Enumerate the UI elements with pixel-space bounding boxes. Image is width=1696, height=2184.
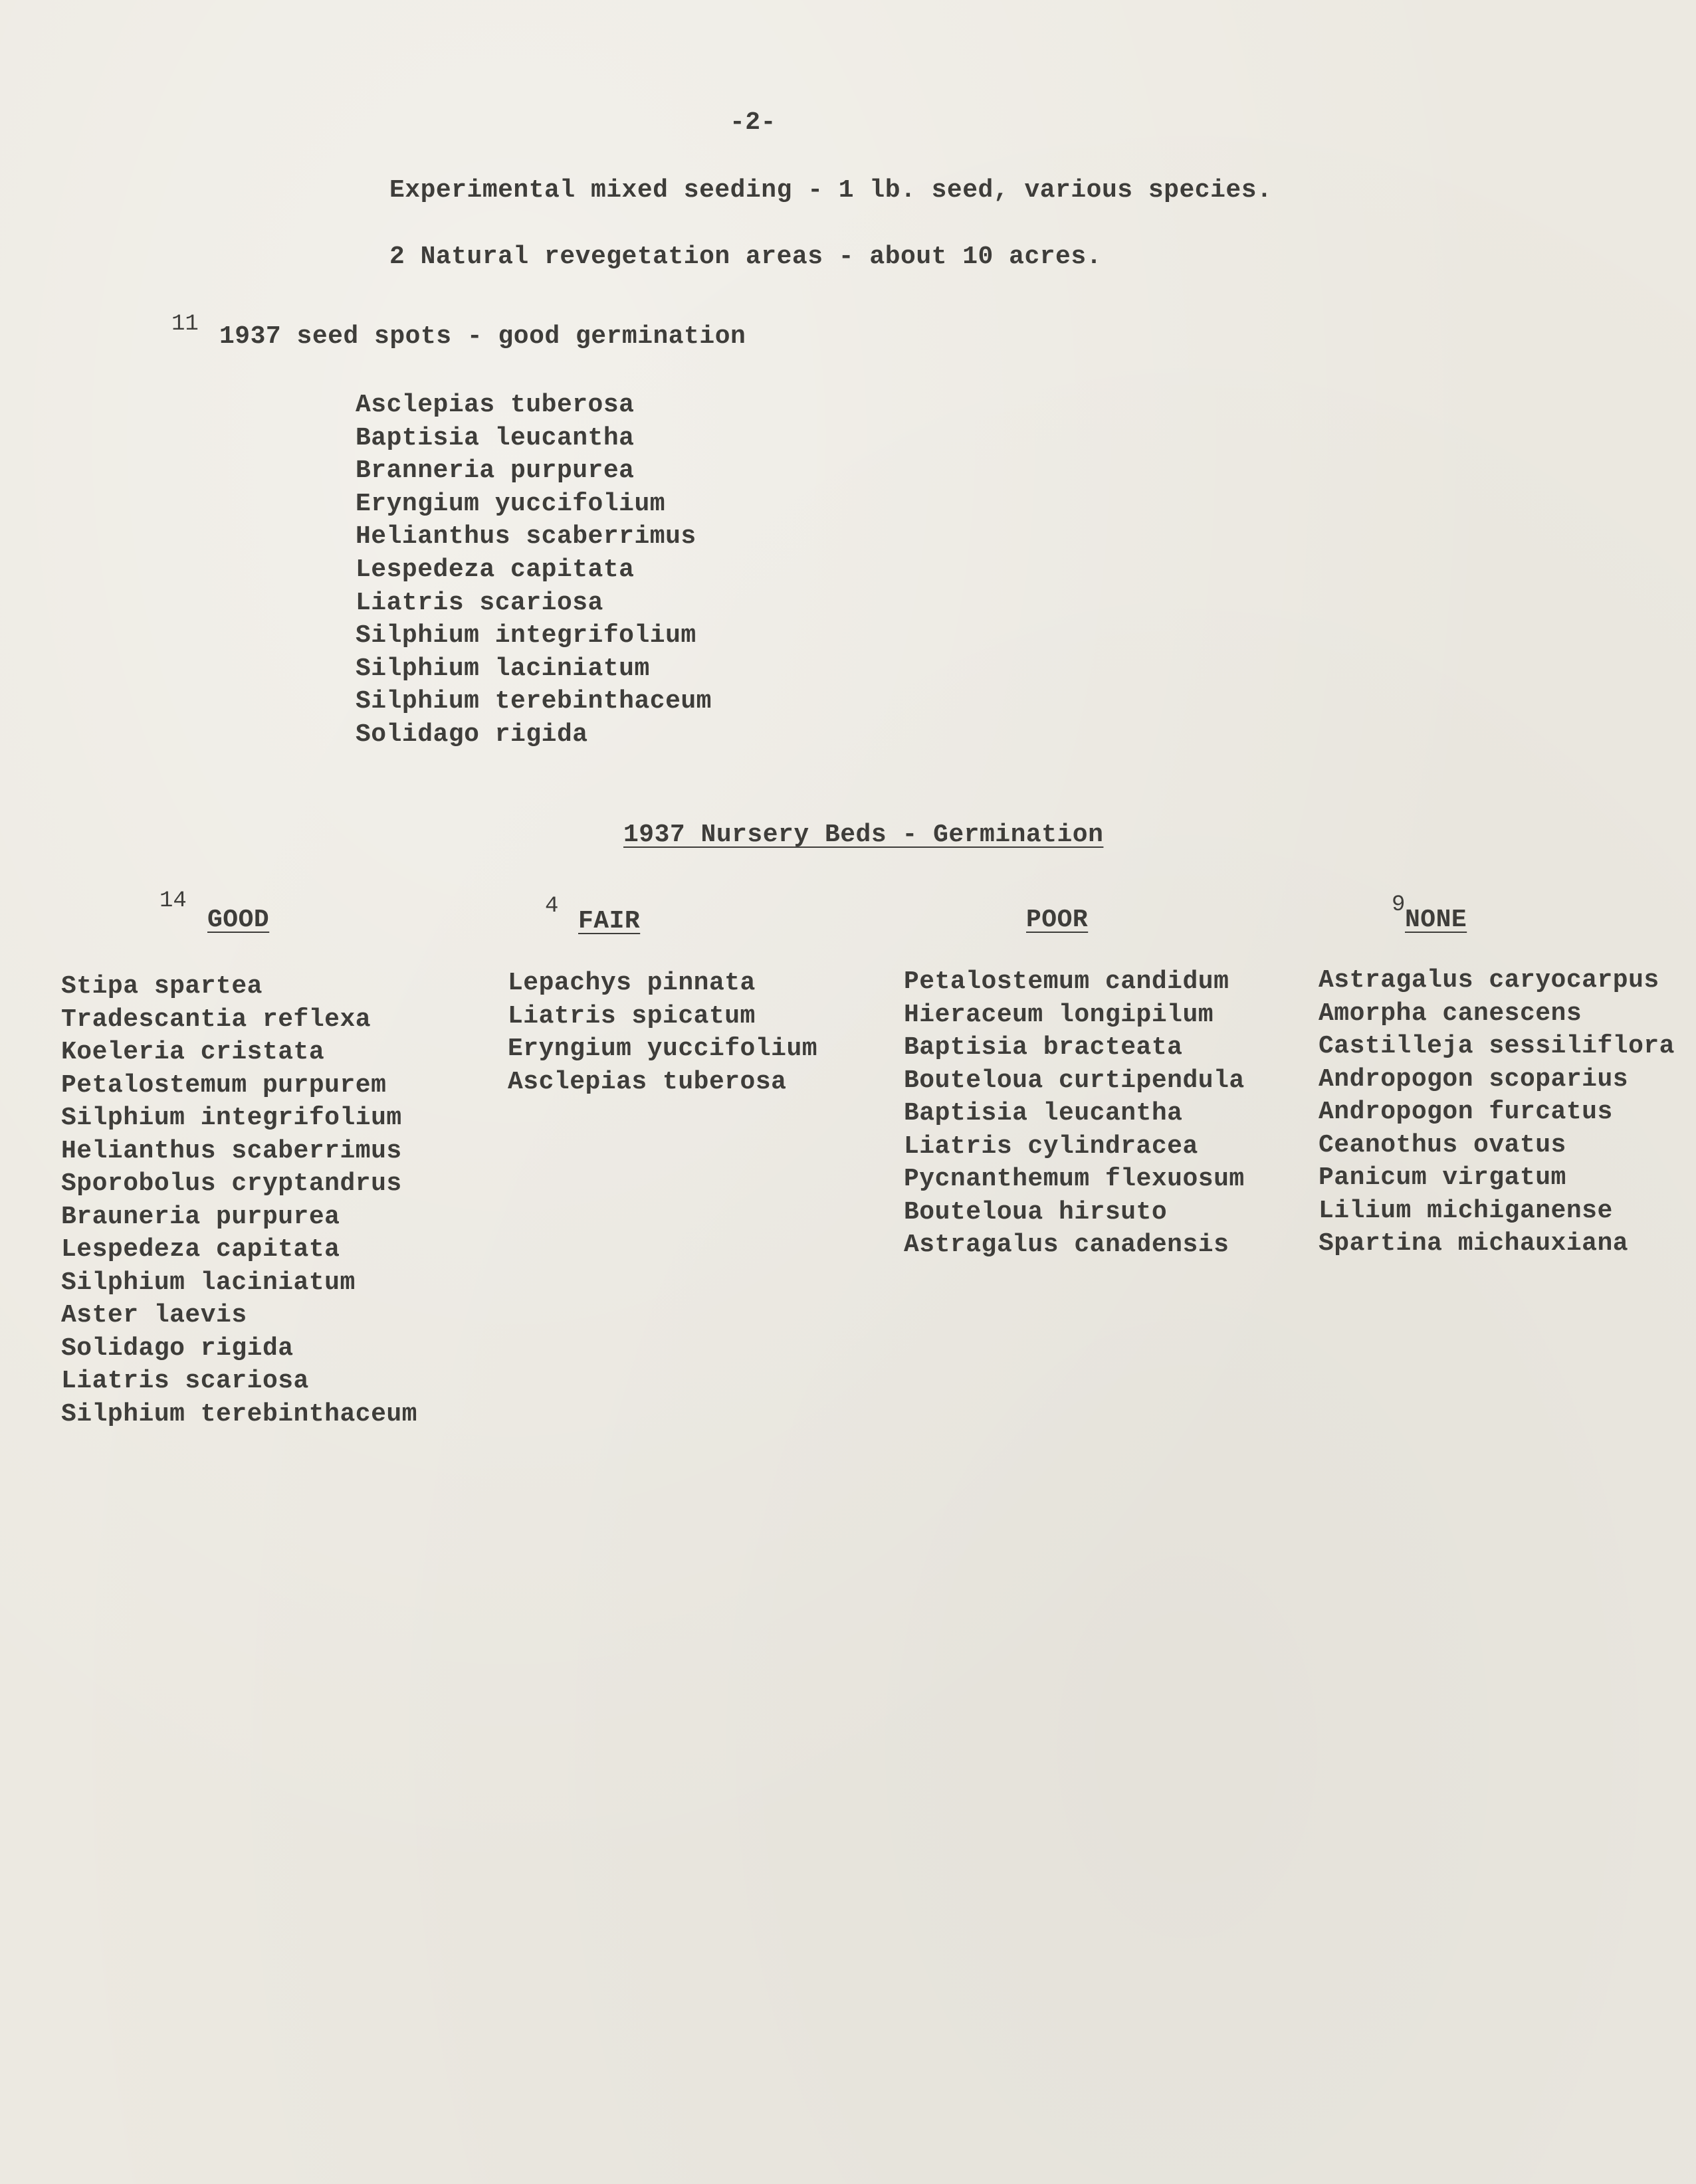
list-item: Solidago rigida — [356, 720, 588, 749]
poor-heading: POOR — [1026, 906, 1089, 934]
list-item: Astragalus canadensis — [904, 1231, 1229, 1259]
list-item: Silphium terebinthaceum — [61, 1399, 417, 1429]
fair-count: 4 — [545, 894, 559, 919]
list-item: Spartina michauxiana — [1319, 1229, 1629, 1258]
list-item: Brauneria purpurea — [61, 1202, 340, 1231]
seed-spots-count: 11 — [171, 312, 199, 337]
list-item: Ceanothus ovatus — [1319, 1130, 1566, 1159]
list-item: Stipa spartea — [61, 972, 263, 1001]
list-item: Panicum virgatum — [1319, 1163, 1566, 1192]
seed-spots-species-list — [356, 389, 712, 751]
intro-line-natural-revegetation: 2 Natural revegetation areas - about 10 acres. — [389, 243, 1102, 271]
list-item: Helianthus scaberrimus — [61, 1136, 402, 1165]
page-number: -2- — [730, 108, 776, 137]
list-item: Branneria purpurea — [356, 456, 635, 486]
list-item: Lilium michiganense — [1319, 1196, 1613, 1225]
poor-species-list — [904, 965, 1245, 1262]
list-item: Petalostemum purpurem — [61, 1070, 387, 1100]
list-item: Silphium terebinthaceum — [356, 687, 712, 716]
list-item: Sporobolus cryptandrus — [61, 1169, 402, 1198]
none-heading: NONE — [1405, 906, 1467, 934]
list-item: Silphium laciniatum — [356, 654, 650, 683]
list-item: Asclepias tuberosa — [356, 391, 635, 419]
list-item: Liatris scariosa — [61, 1367, 309, 1395]
intro-line-mixed-seeding: Experimental mixed seeding - 1 lb. seed, various species. — [389, 176, 1273, 205]
list-item: Eryngium yuccifolium — [508, 1035, 818, 1063]
list-item: Petalostemum candidum — [904, 967, 1229, 996]
list-item: Hieraceum longipilum — [904, 1000, 1214, 1029]
fair-species-list — [508, 967, 817, 1098]
list-item: Baptisia bracteata — [904, 1033, 1183, 1062]
list-item: Pycnanthemum flexuosum — [904, 1165, 1245, 1193]
list-item: Castilleja sessiliflora — [1319, 1032, 1675, 1060]
none-count: 9 — [1392, 892, 1406, 918]
list-item: Tradescantia reflexa — [61, 1005, 371, 1034]
list-item: Baptisia leucantha — [356, 423, 635, 452]
fair-heading: FAIR — [578, 907, 641, 936]
none-species-list — [1319, 964, 1675, 1260]
list-item: Liatris cylindracea — [904, 1132, 1198, 1161]
list-item: Koeleria cristata — [61, 1038, 325, 1066]
list-item: Amorpha canescens — [1319, 999, 1582, 1028]
list-item: Silphium integrifolium — [356, 621, 696, 650]
list-item: Baptisia leucantha — [904, 1099, 1183, 1128]
list-item: Liatris scariosa — [356, 588, 603, 617]
list-item: Eryngium yuccifolium — [356, 489, 666, 518]
list-item: Lepachys pinnata — [508, 969, 756, 997]
list-item: Aster laevis — [61, 1301, 247, 1330]
list-item: Astragalus caryocarpus — [1319, 966, 1659, 995]
seed-spots-heading: 1937 seed spots - good germination — [219, 322, 746, 351]
good-species-list — [61, 970, 417, 1431]
list-item: Bouteloua curtipendula — [904, 1066, 1245, 1095]
list-item: Lespedeza capitata — [61, 1235, 340, 1264]
good-count: 14 — [159, 888, 187, 914]
list-item: Andropogon scoparius — [1319, 1064, 1629, 1094]
list-item: Lespedeza capitata — [356, 555, 635, 584]
list-item: Liatris spicatum — [508, 1001, 756, 1031]
list-item: Andropogon furcatus — [1319, 1098, 1613, 1126]
list-item: Solidago rigida — [61, 1334, 294, 1363]
list-item: Helianthus scaberrimus — [356, 522, 696, 551]
nursery-beds-title: 1937 Nursery Beds - Germination — [623, 821, 1104, 849]
list-item: Silphium integrifolium — [61, 1104, 402, 1132]
list-item: Asclepias tuberosa — [508, 1067, 787, 1096]
list-item: Silphium laciniatum — [61, 1268, 356, 1297]
good-heading: GOOD — [207, 906, 270, 934]
list-item: Bouteloua hirsuto — [904, 1197, 1168, 1227]
